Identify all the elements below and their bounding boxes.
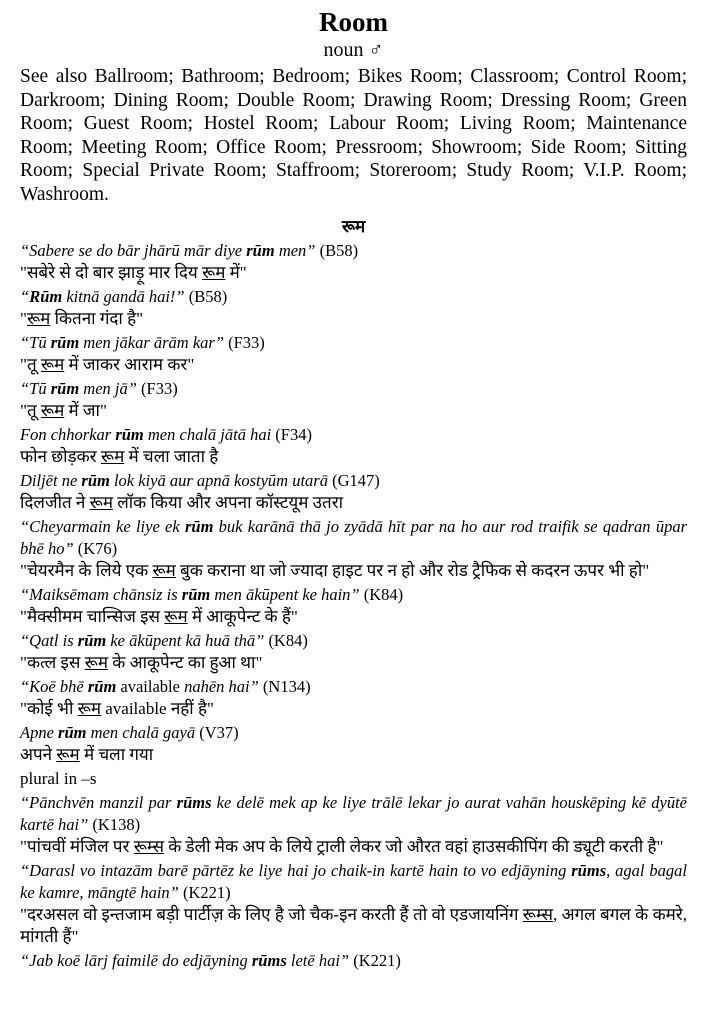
headword-bold: rūms bbox=[571, 860, 607, 880]
text-segment: men” bbox=[274, 240, 316, 260]
devanagari-line bbox=[20, 652, 687, 674]
headword-underlined: रूम bbox=[40, 400, 65, 420]
text-segment: “Tū bbox=[20, 378, 51, 398]
text-segment: kitnā gandā hai!” bbox=[62, 286, 185, 306]
example-list bbox=[20, 240, 687, 766]
plural-example-list bbox=[20, 792, 687, 972]
text-segment: दिलजीत ने bbox=[20, 492, 90, 512]
transliteration-line bbox=[20, 378, 687, 400]
transliteration-line bbox=[20, 722, 687, 744]
text-segment: में चला गया bbox=[79, 744, 154, 764]
text-segment: बुक कराना था जो ज्यादा हाइट पर न हो और रोड ट्रैफिक से कदरन ऊपर भी हो" bbox=[175, 560, 650, 580]
text-segment: letē hai” bbox=[286, 950, 350, 970]
transliteration-line bbox=[20, 240, 687, 262]
source-reference: (F33) bbox=[224, 332, 265, 352]
headword-bold: rūm bbox=[115, 424, 144, 444]
text-segment: , अगल बगल के कमरे, मांगती हैं" bbox=[20, 904, 687, 946]
text-segment: में चला जाता है bbox=[124, 446, 219, 466]
example-entry bbox=[20, 584, 687, 628]
transliteration-line bbox=[20, 860, 687, 904]
headword-underlined: रूम bbox=[26, 308, 51, 328]
text-segment: “Darasl vo intazām barē pārtēz ke liye hai jo chaik-in kartē hain to vo edjāyning bbox=[20, 860, 572, 880]
example-entry bbox=[20, 630, 687, 674]
text-segment: "सबेरे से दो बार झाड़ू मार दिय bbox=[20, 262, 202, 282]
transliteration-line bbox=[20, 470, 687, 492]
source-reference: (K76) bbox=[73, 538, 118, 558]
headword-bold: rūm bbox=[87, 676, 117, 696]
headword-bold: rūm bbox=[81, 470, 110, 490]
text-segment: buk karānā thā jo zyādā hīt par na ho aur rod traifik se qadran ūpar bhē ho” bbox=[20, 516, 687, 558]
source-reference: (B58) bbox=[315, 240, 359, 260]
text-segment: “Cheyarmain ke liye ek bbox=[20, 516, 185, 536]
text-segment: अपने bbox=[20, 744, 57, 764]
example-entry bbox=[20, 332, 687, 376]
text-segment: "दरअसल वो इन्तजाम बड़ी पार्टीज़ के लिए है जो चैक-इन करती हैं तो वो एडजायनिंग bbox=[20, 904, 523, 924]
headword-bold: rūm bbox=[50, 378, 80, 398]
source-reference: (K221) bbox=[178, 882, 231, 902]
headword-underlined: रूम bbox=[100, 446, 125, 466]
headword-underlined: रूम्स bbox=[133, 836, 164, 856]
text-segment: men jā” bbox=[79, 378, 137, 398]
text-segment: available नहीं है" bbox=[100, 698, 214, 718]
text-segment: "पांचवीं मंजिल पर bbox=[20, 836, 134, 856]
example-entry bbox=[20, 676, 687, 720]
text-segment: में जाकर आराम कर" bbox=[64, 354, 195, 374]
transliteration-line bbox=[20, 950, 687, 972]
headword-bold: Rūm bbox=[29, 286, 63, 306]
text-segment: के डेली मेक अप के लिये ट्राली लेकर जो औरत वहां हाउसकीपिंग की ड्यूटी करती है" bbox=[163, 836, 664, 856]
example-entry bbox=[20, 424, 687, 468]
example-entry bbox=[20, 240, 687, 284]
text-segment: ke ākūpent kā huā thā” bbox=[106, 630, 265, 650]
text-segment: “Qatl is bbox=[20, 630, 78, 650]
devanagari-line bbox=[20, 904, 687, 948]
headword-bold: rūm bbox=[184, 516, 214, 536]
source-reference: (K84) bbox=[264, 630, 308, 650]
example-entry bbox=[20, 378, 687, 422]
text-segment: लॉक किया और अपना कॉस्टयूम उतरा bbox=[112, 492, 344, 512]
example-entry bbox=[20, 516, 687, 582]
devanagari-line bbox=[20, 560, 687, 582]
see-also-list: See also Ballroom; Bathroom; Bedroom; Bikes Room; Classroom; Control Room; Darkroom; Dining Room; Double Room; Drawing Room; Dressing Room; Green Room; Guest Room; Hostel Room; Labour Room; Living Room; Maintenance Room; Meeting Room; Office Room; Pressroom; Showroom; Side Room; Sitting Room; Special Private Room; Staffroom; Storeroom; Study Room; V.I.P. Room; Washroom. bbox=[20, 66, 687, 205]
headword-underlined: रूम bbox=[84, 652, 109, 672]
text-segment: के आकूपेन्ट का हुआ था" bbox=[108, 652, 263, 672]
transliteration-line bbox=[20, 584, 687, 606]
transliteration-line bbox=[20, 286, 687, 308]
devanagari-line bbox=[20, 698, 687, 720]
plural-label: plural in –s bbox=[20, 768, 97, 788]
source-reference: (F34) bbox=[271, 424, 312, 444]
source-reference: (B58) bbox=[184, 286, 228, 306]
text-segment: , agal bagal ke kamre, māngtē hain” bbox=[20, 860, 688, 902]
source-reference: (F33) bbox=[136, 378, 178, 398]
text-segment: "कोई भी bbox=[20, 698, 78, 718]
text-segment: "चेयरमैन के लिये एक bbox=[20, 560, 153, 580]
example-entry bbox=[20, 860, 687, 948]
transliteration-line bbox=[20, 792, 687, 836]
text-segment: कितना गंदा है" bbox=[50, 308, 144, 328]
headword-underlined: रूम bbox=[202, 262, 226, 282]
text-segment: Diljēt ne bbox=[20, 470, 82, 490]
text-segment: “Tū bbox=[20, 332, 51, 352]
headword-bold: rūm bbox=[50, 332, 80, 352]
text-segment: फोन छोड़कर bbox=[20, 446, 101, 466]
headword-bold: rūms bbox=[176, 792, 212, 812]
text-segment: “Koē bhē bbox=[20, 676, 88, 696]
headword-underlined: रूम bbox=[152, 560, 176, 580]
devanagari-headword: रूम bbox=[341, 216, 366, 236]
text-segment: "तू bbox=[20, 354, 41, 374]
transliteration-line bbox=[20, 332, 687, 354]
headword-bold: rūms bbox=[251, 950, 287, 970]
devanagari-line bbox=[20, 492, 687, 514]
part-of-speech: noun ♂ bbox=[323, 39, 384, 61]
headword-underlined: रूम bbox=[89, 492, 113, 512]
source-reference: (N134) bbox=[258, 676, 311, 696]
text-segment: Apne bbox=[20, 722, 59, 742]
devanagari-line bbox=[20, 308, 687, 330]
text-segment: ke delē mek ap ke liye trālē lekar jo aurat vahān houskēping kē dyūtē kartē hai” bbox=[20, 792, 687, 834]
text-segment: men chalā jātā hai bbox=[143, 424, 272, 444]
text-segment: “Pānchvēn manzil par bbox=[20, 792, 177, 812]
devanagari-line bbox=[20, 744, 687, 766]
devanagari-line bbox=[20, 836, 687, 858]
headword-bold: rūm bbox=[77, 630, 107, 650]
headword: Room bbox=[319, 7, 388, 37]
source-reference: (K138) bbox=[88, 814, 141, 834]
devanagari-line bbox=[20, 354, 687, 376]
text-segment: men jākar ārām kar” bbox=[79, 332, 224, 352]
transliteration-line bbox=[20, 676, 687, 698]
text-segment: “Sabere se do bār jhārū mār diye bbox=[20, 240, 247, 260]
text-segment: “Jab koē lārj faimilē do edjāyning bbox=[20, 950, 252, 970]
devanagari-line bbox=[20, 606, 687, 628]
source-reference: (K221) bbox=[349, 950, 401, 970]
text-segment: में" bbox=[225, 262, 247, 282]
devanagari-line bbox=[20, 446, 687, 468]
devanagari-line bbox=[20, 400, 687, 422]
text-segment: "तू bbox=[20, 400, 41, 420]
transliteration-line bbox=[20, 516, 687, 560]
source-reference: (G147) bbox=[327, 470, 380, 490]
headword-underlined: रूम्स bbox=[522, 904, 554, 924]
transliteration-line bbox=[20, 630, 687, 652]
source-reference: (K84) bbox=[359, 584, 404, 604]
example-entry bbox=[20, 470, 687, 514]
headword-bold: rūm bbox=[246, 240, 275, 260]
example-entry bbox=[20, 792, 687, 858]
text-segment: "मैक्सीमम चान्सिज इस bbox=[20, 606, 165, 626]
text-segment: lok kiyā aur apnā kostyūm utarā bbox=[109, 470, 328, 490]
headword-underlined: रूम bbox=[40, 354, 65, 374]
headword-underlined: रूम bbox=[77, 698, 101, 718]
headword-bold: rūm bbox=[181, 584, 211, 604]
dictionary-page bbox=[20, 0, 687, 972]
source-reference: (V37) bbox=[195, 722, 239, 742]
text-segment: "कत्ल इस bbox=[20, 652, 85, 672]
text-segment: Fon chhorkar bbox=[20, 424, 116, 444]
text-segment: में जा" bbox=[64, 400, 107, 420]
transliteration-line bbox=[20, 424, 687, 446]
text-segment: में आकूपेन्ट के हैं" bbox=[187, 606, 298, 626]
text-segment: " bbox=[20, 308, 27, 328]
text-segment: available bbox=[116, 676, 185, 696]
headword-underlined: रूम bbox=[56, 744, 80, 764]
text-segment: nahēn hai” bbox=[184, 676, 259, 696]
example-entry bbox=[20, 286, 687, 330]
text-segment: men chalā gayā bbox=[86, 722, 196, 742]
headword-bold: rūm bbox=[58, 722, 87, 742]
text-segment: men ākūpent ke hain” bbox=[210, 584, 360, 604]
text-segment: “ bbox=[20, 286, 30, 306]
devanagari-line bbox=[20, 262, 687, 284]
example-entry bbox=[20, 950, 687, 972]
headword-underlined: रूम bbox=[164, 606, 188, 626]
text-segment: “Maiksēmam chānsiz is bbox=[20, 584, 182, 604]
example-entry bbox=[20, 722, 687, 766]
